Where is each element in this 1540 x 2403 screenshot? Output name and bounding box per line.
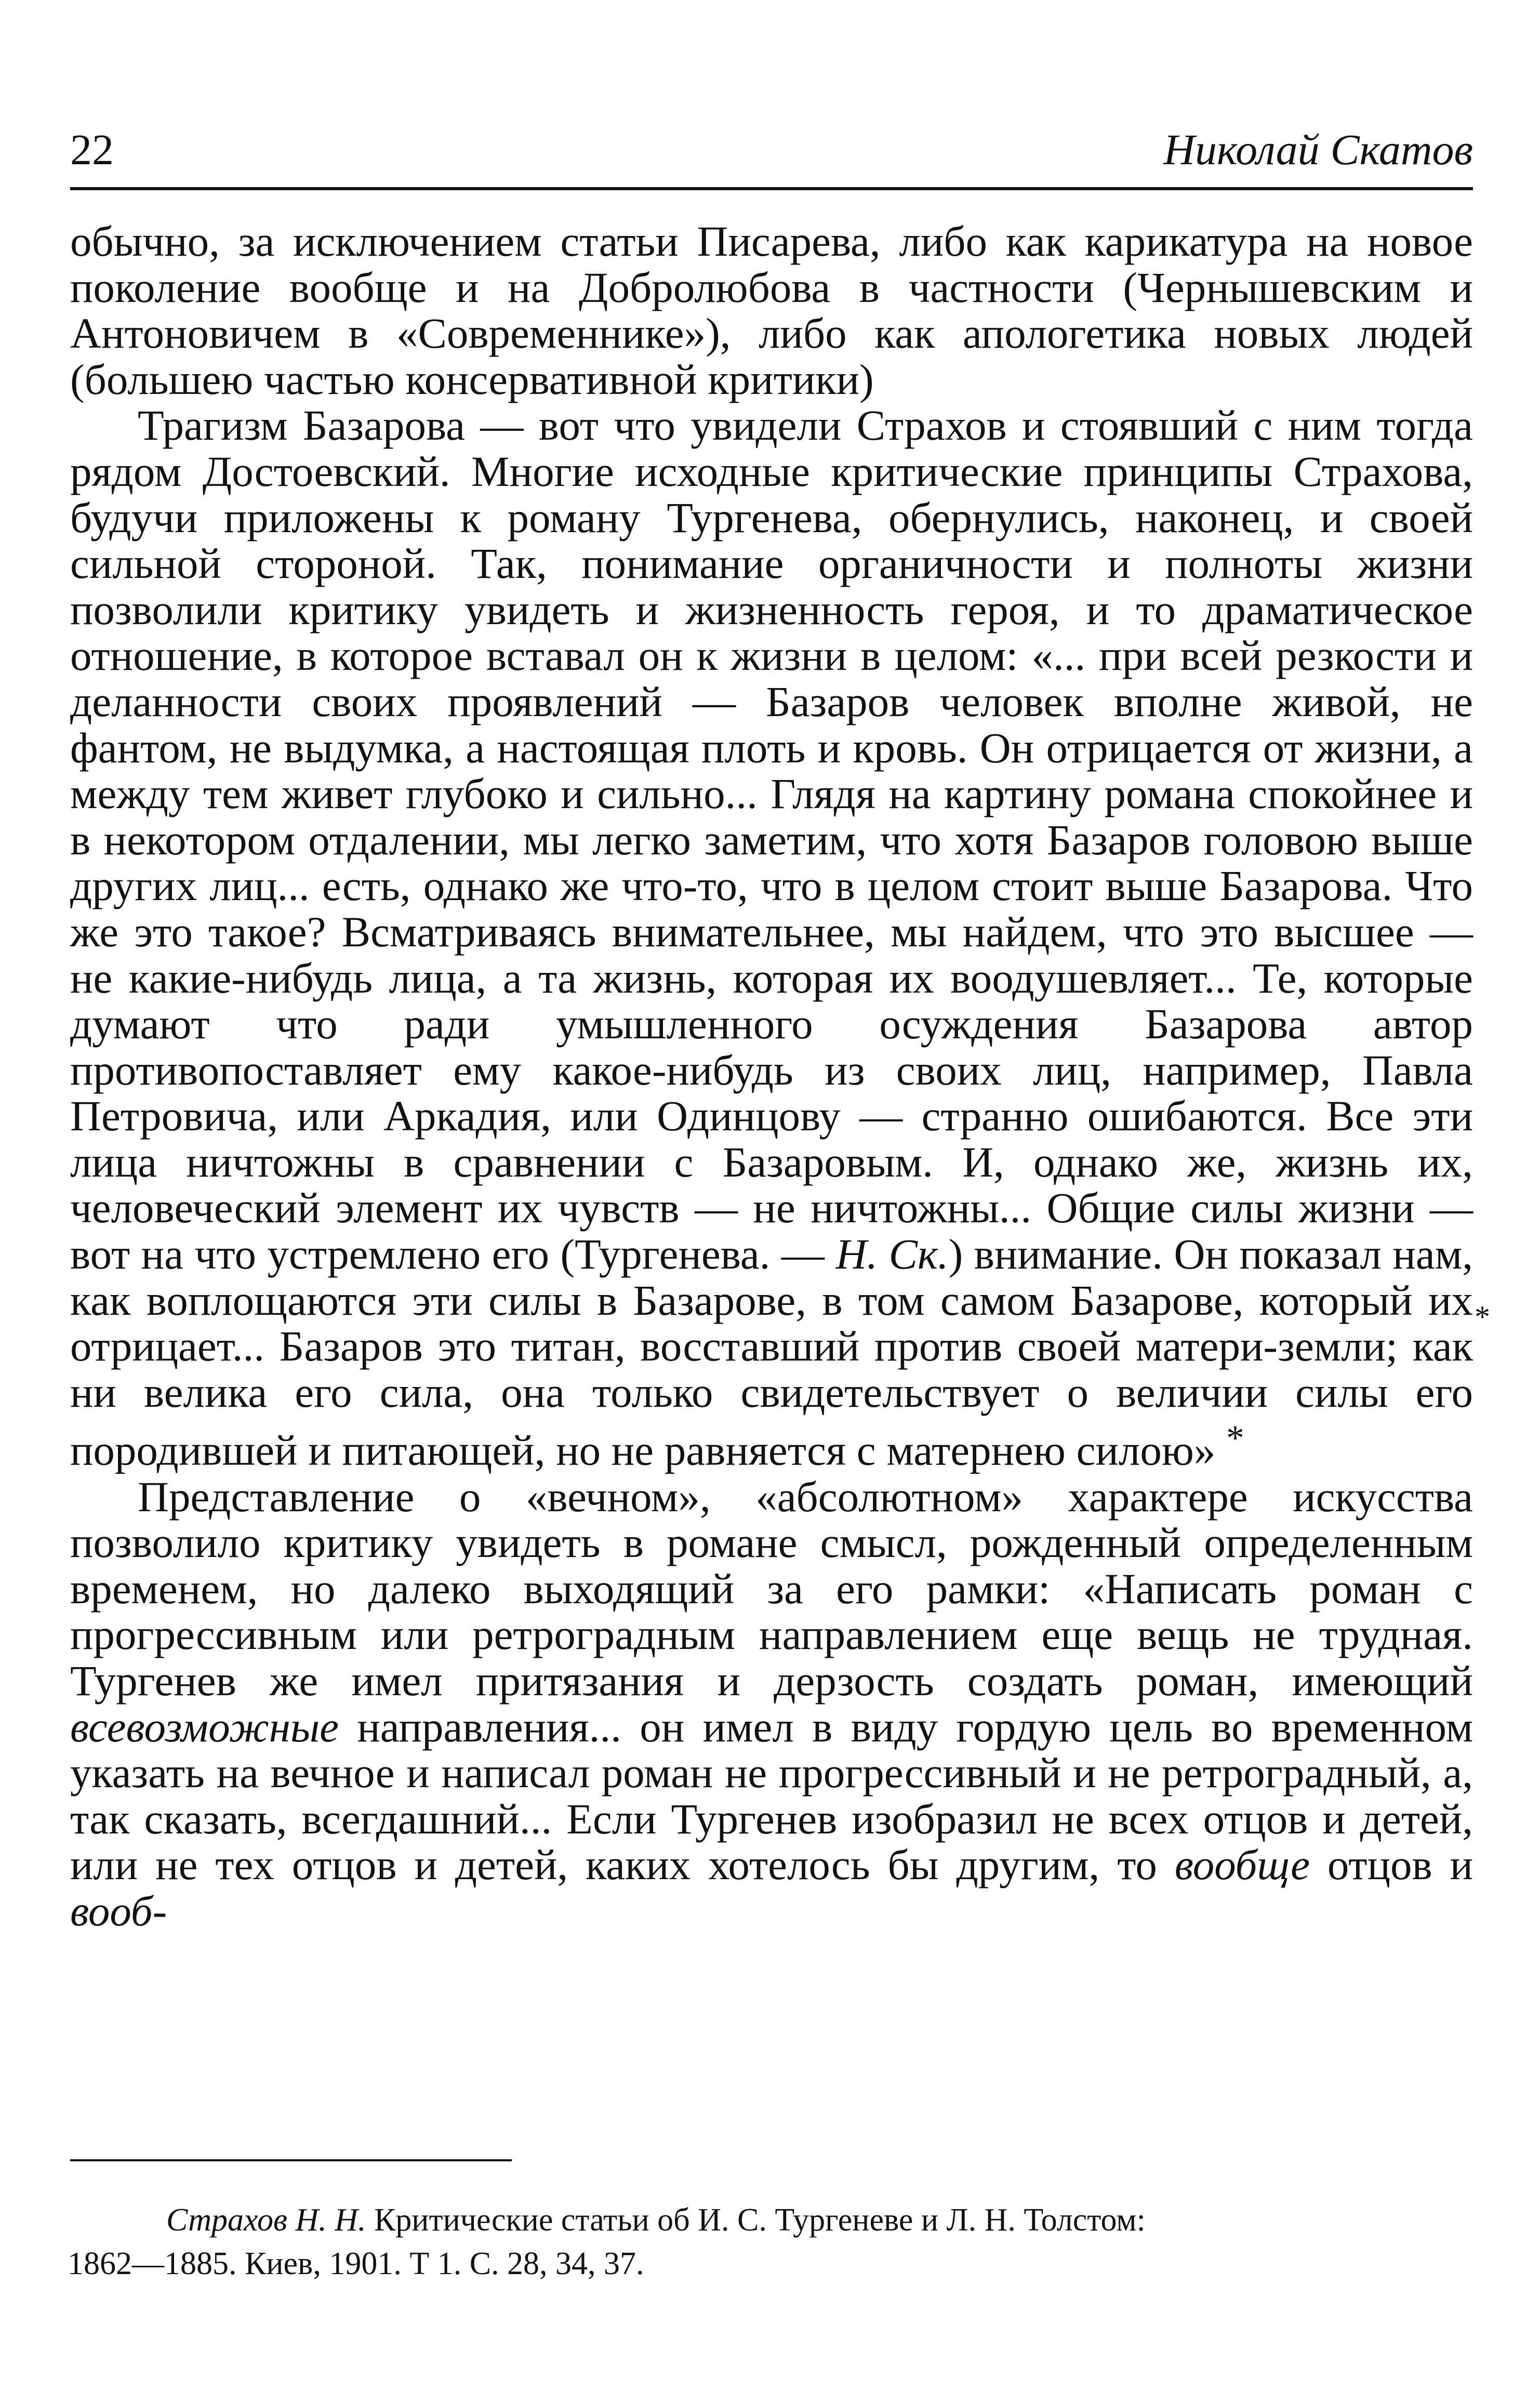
paragraph-2-part-a: Трагизм Базарова — вот что увидели Страхов и стоявший с ним тогда рядом Достоевский. Многие исходные критические принципы Страхова, будучи приложены к роману Тургенева, обернулись, наконец, и своей сильной стороной. Так, понимание органичности и полноты жизни позволили критику увидеть и жизненность героя, и то драматическое отношение, в которое вставал он к жизни в целом: «... при всей резкости и деланности своих проявлений — Базаров человек вполне живой, не фантом, не выдумка, а настоящая плоть и кровь. Он отрицается от жизни, а между тем живет глубоко и сильно... Глядя на картину романа спокойнее и в некотором отдалении, мы легко заметим, что хотя Базаров головою выше других лиц... есть, однако же что-то, что в целом стоит выше Базарова. Что же это такое? Всматриваясь внимательнее, мы найдем, что это высшее — не какие-нибудь лица, а та жизнь, которая их воодушевляет... Те, которые думают что ради умышленного осуждения Базарова автор противопоставляет ему какое-нибудь из своих лиц, например, Павла Петровича, или Аркадия, или Одинцову — странно ошибаются. Все эти лица ничтожны в сравнении с Базаровым. И, однако же, жизнь их, человеческий элемент их чувств — не ничтожны... Общие силы жизни — вот на что устремлено его (Тургенева. — xyxy=(70,401,1473,1278)
paragraph-1: обычно, за исключением статьи Писарева, либо как карикатура на новое поколение вообще и на Добролюбова в частности (Чернышевским и Антоновичем в «Современнике»), либо как апологетика новых людей (большею частью консервативной критики) xyxy=(70,217,1473,403)
footnote-marker: * xyxy=(1226,1418,1244,1458)
footnote-line-1 xyxy=(166,2198,1481,2242)
author-initials: Н. Ск. xyxy=(835,1230,949,1278)
body-text xyxy=(70,218,1473,1934)
emphasis-voob: вооб- xyxy=(70,1887,167,1935)
paragraph-3-part-a: Представление о «вечном», «абсолютном» характере искусства позволило критику увидеть в романе смысл, рожденный определенным временем, но далеко выходящий за его рамки: «Написать роман с прогрессивным или ретроградным направлением еще вещь не трудная. Тургенев же имел притязания и дерзость создать роман, имеющий xyxy=(70,1472,1473,1705)
paragraph-2-part-b: ) внимание. Он показал нам, как воплощаются эти силы в Базарове, в том самом Базарове, который их отрицает... Базаров это титан, восставший против своей матери-земли; как ни велика его сила, она только свидетельствует о величии силы его породившей и питающей, но не равняется с матернею силою» xyxy=(70,1230,1473,1475)
footnote xyxy=(68,2198,1481,2286)
emphasis-vsevozmozhnye: всевозможные xyxy=(70,1702,339,1751)
footnote-rule xyxy=(70,2159,512,2161)
running-head: Николай Скатов xyxy=(1163,126,1473,174)
footnote-source: Критические статьи об И. С. Тургеневе и Л. Н. Толстом: xyxy=(374,2202,1146,2238)
paragraph-3 xyxy=(70,1474,1473,1934)
page-header xyxy=(70,109,1473,187)
header-rule xyxy=(70,187,1473,190)
page-number: 22 xyxy=(70,126,114,174)
paragraph-2 xyxy=(70,402,1473,1473)
paragraph-3-part-b: направления... он имел в виду гордую цель во временном указать на вечное и написал роман не прогрессивный и не ретроградный, а, так сказать, всегдашний... Если Тургенев изобразил не всех отцов и детей, или не тех отцов и детей, каких хотелось бы другим, то xyxy=(70,1702,1473,1889)
footnote-line-2: 1862—1885. Киев, 1901. Т 1. С. 28, 34, 37. xyxy=(68,2246,644,2281)
emphasis-voobshche: вообще xyxy=(1174,1841,1310,1889)
margin-mark: * xyxy=(1475,1300,1490,1334)
footnote-author: Страхов Н. Н. xyxy=(166,2202,366,2238)
paragraph-3-part-c: отцов и xyxy=(1327,1841,1473,1889)
